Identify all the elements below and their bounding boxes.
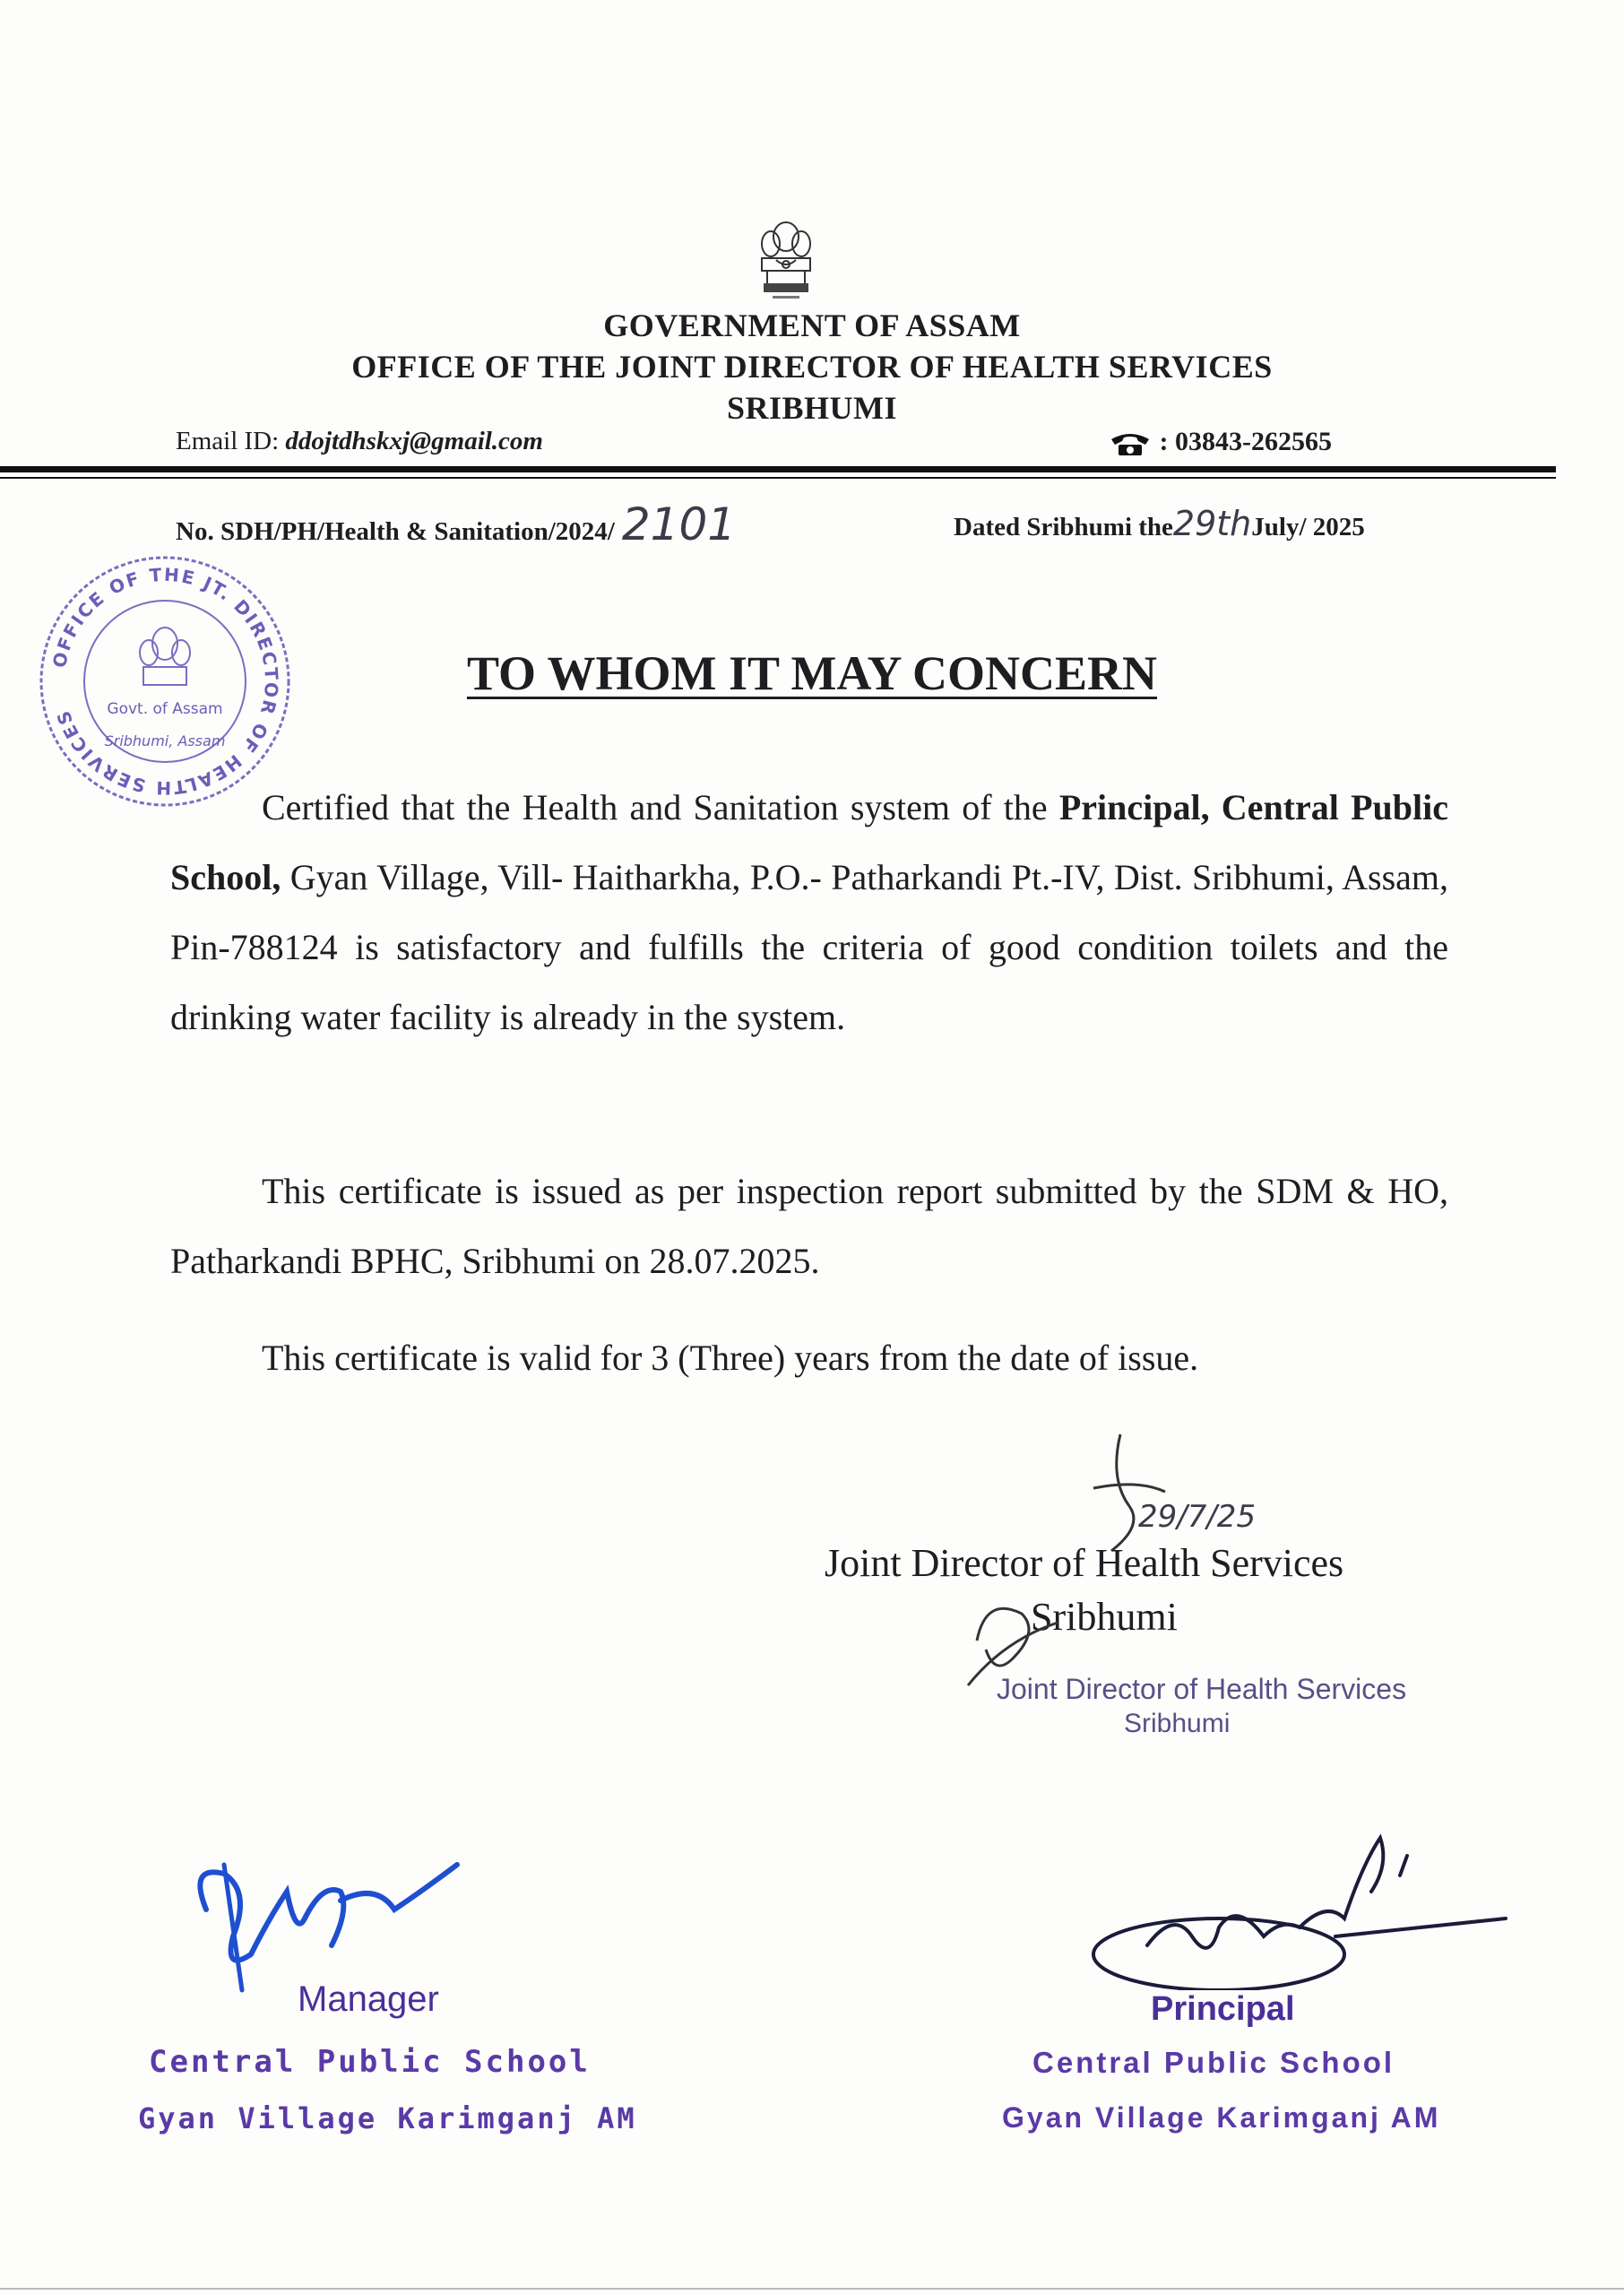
footer-rule bbox=[0, 2288, 1624, 2290]
certificate-title: TO WHOM IT MAY CONCERN bbox=[466, 646, 1158, 700]
phone-number: : 03843-262565 bbox=[1159, 427, 1332, 456]
principal-school-name: Central Public School bbox=[1032, 2046, 1395, 2079]
signatory-place: Sribhumi bbox=[1031, 1595, 1178, 1639]
principal-label: Principal bbox=[1151, 1990, 1295, 2028]
phone-line bbox=[1108, 427, 1332, 457]
email-line bbox=[176, 427, 543, 456]
certificate-paragraph-2: This certificate is issued as per inspection report submitted by the SDM & HO, Patharkandi BPHC, Sribhumi on 28.07.2025. bbox=[170, 1171, 1448, 1281]
seal-inner-text-place: Sribhumi, Assam bbox=[104, 732, 226, 749]
jd-stamp-line-2: Sribhumi bbox=[1124, 1709, 1231, 1738]
manager-school-name: Central Public School bbox=[149, 2044, 591, 2080]
state-emblem-icon bbox=[749, 217, 823, 307]
reference-prefix: No. SDH/PH/Health & Sanitation/2024/ bbox=[176, 517, 615, 546]
certificate-paragraph-1 bbox=[170, 773, 1448, 1052]
paragraph-1-text-a: Certified that the Health and Sanitation system of the bbox=[262, 787, 1059, 827]
reference-handwritten-number: 2101 bbox=[621, 498, 737, 550]
principal-school-address: Gyan Village Karimganj AM bbox=[1002, 2101, 1441, 2134]
manager-signature bbox=[170, 1838, 475, 1999]
header-rule-thin bbox=[0, 477, 1556, 479]
seal-ring-text: OFFICE OF THE JT. DIRECTOR OF HEALTH SERVICES bbox=[48, 563, 283, 800]
reference-number bbox=[176, 498, 736, 550]
date-handwritten-day: 29th bbox=[1172, 504, 1252, 543]
paragraph-1-text-b: Gyan Village, Vill- Haitharkha, P.O.- Patharkandi Pt.-IV, Dist. Sribhumi, Assam, Pin-788124 is satisfactory and fulfills the criteria of good condition toilets and the drinking water facility is already in the system. bbox=[170, 857, 1448, 1037]
reference-date bbox=[954, 504, 1365, 543]
email-label: Email ID: bbox=[176, 427, 286, 455]
office-heading: OFFICE OF THE JOINT DIRECTOR OF HEALTH SERVICES bbox=[351, 349, 1273, 385]
principal-signature bbox=[1067, 1829, 1515, 1990]
header-rule bbox=[0, 466, 1556, 472]
place-heading: SRIBHUMI bbox=[726, 390, 898, 426]
seal-inner-text-govt: Govt. of Assam bbox=[107, 700, 223, 718]
signature-date: 29/7/25 bbox=[1138, 1499, 1257, 1535]
government-heading: GOVERNMENT OF ASSAM bbox=[603, 307, 1021, 343]
jd-stamp-line-1: Joint Director of Health Services bbox=[997, 1673, 1407, 1705]
manager-label: Manager bbox=[298, 1979, 439, 2019]
date-suffix: July/ 2025 bbox=[1251, 513, 1365, 541]
telephone-icon bbox=[1108, 430, 1153, 457]
manager-school-address: Gyan Village Karimganj AM bbox=[138, 2101, 637, 2135]
email-address: ddojtdhskxj@gmail.com bbox=[285, 427, 543, 455]
date-prefix: Dated Sribhumi the bbox=[954, 513, 1173, 541]
certificate-paragraph-3: This certificate is valid for 3 (Three) years from the date of issue. bbox=[262, 1338, 1199, 1378]
paragraph-1-school-name: Principal, Central Public School, bbox=[170, 787, 1448, 897]
signatory-title: Joint Director of Health Services bbox=[825, 1541, 1344, 1585]
